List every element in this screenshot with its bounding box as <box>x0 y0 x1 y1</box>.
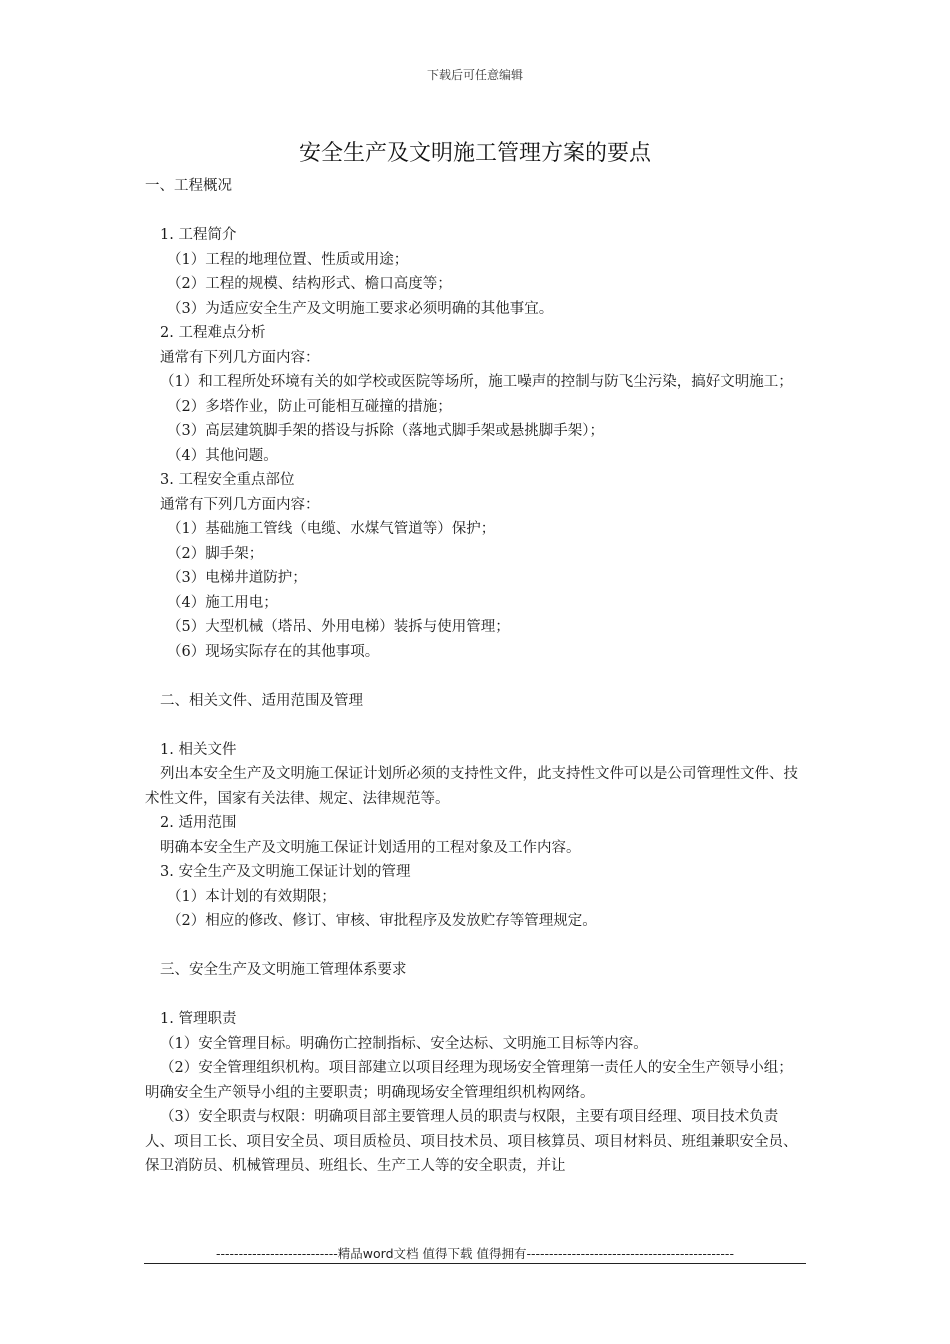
list-item: （3）安全职责与权限：明确项目部主要管理人员的职责与权限，主要有项目经理、项目技术负责人、项目工长、项目安全员、项目质检员、项目技术员、项目核算员、项目材料员、班组兼职安全员、保卫消防员、机械管理员、班组长、生产工人等的安全职责，并让 <box>145 1109 798 1174</box>
list-item: （4）施工用电； <box>167 594 278 611</box>
paragraph: 通常有下列几方面内容： <box>160 349 320 366</box>
subsection-heading: 1. 工程简介 <box>160 227 237 243</box>
subsection-heading: 2. 适用范围 <box>160 815 237 831</box>
list-item: （1）基础施工管线（电缆、水煤气管道等）保护； <box>167 521 496 537</box>
paragraph: 列出本安全生产及文明施工保证计划所必须的支持性文件，此支持性文件可以是公司管理性文件、技术性文件，国家有关法律、规定、法律规范等。 <box>145 766 798 807</box>
list-item: （2）多塔作业，防止可能相互碰撞的措施； <box>167 398 452 415</box>
subsection-heading: 3. 安全生产及文明施工保证计划的管理 <box>160 864 411 880</box>
list-item: （6）现场实际存在的其他事项。 <box>167 643 380 660</box>
page-footer: ---------------------------精品word文档 值得下载 值得拥有---------------------------------------------- <box>216 1246 734 1261</box>
section-heading: 一、工程概况 <box>145 178 232 194</box>
document-title: 安全生产及文明施工管理方案的要点 <box>298 141 651 166</box>
section-heading: 三、安全生产及文明施工管理体系要求 <box>160 962 407 978</box>
list-item: （2）脚手架； <box>167 545 264 562</box>
subsection-heading: 2. 工程难点分析 <box>160 325 266 341</box>
list-item: （2）相应的修改、修订、审核、审批程序及发放贮存等管理规定。 <box>167 913 597 929</box>
list-item: （1）本计划的有效期限； <box>167 888 336 905</box>
list-item: （1）工程的地理位置、性质或用途； <box>167 251 409 268</box>
list-item: （3）高层建筑脚手架的搭设与拆除（落地式脚手架或悬挑脚手架）； <box>167 423 604 439</box>
list-item: （2）工程的规模、结构形式、檐口高度等； <box>167 276 452 292</box>
list-item: （4）其他问题。 <box>167 447 278 464</box>
subsection-heading: 3. 工程安全重点部位 <box>160 472 295 488</box>
list-item: （1）和工程所处环境有关的如学校或医院等场所，施工噪声的控制与防飞尘污染，搞好文明施工； <box>160 374 793 390</box>
subsection-heading: 1. 管理职责 <box>160 1011 237 1027</box>
list-item: （3）电梯井道防护； <box>167 570 307 586</box>
document-body <box>145 174 807 1179</box>
paragraph: 明确本安全生产及文明施工保证计划适用的工程对象及工作内容。 <box>160 839 581 856</box>
list-item: （2）安全管理组织机构。项目部建立以项目经理为现场安全管理第一责任人的安全生产领导小组；明确安全生产领导小组的主要职责；明确现场安全管理组织机构网络。 <box>145 1060 793 1101</box>
list-item: （3）为适应安全生产及文明施工要求必须明确的其他事宜。 <box>167 300 554 317</box>
subsection-heading: 1. 相关文件 <box>160 741 237 758</box>
list-item: （1）安全管理目标。明确伤亡控制指标、安全达标、文明施工目标等内容。 <box>160 1035 648 1052</box>
list-item: （5）大型机械（塔吊、外用电梯）装拆与使用管理； <box>167 619 510 635</box>
section-heading: 二、相关文件、适用范围及管理 <box>160 692 363 709</box>
page-header: 下载后可任意编辑 <box>426 68 523 82</box>
paragraph: 通常有下列几方面内容： <box>160 496 320 513</box>
footer-divider <box>144 1263 806 1264</box>
